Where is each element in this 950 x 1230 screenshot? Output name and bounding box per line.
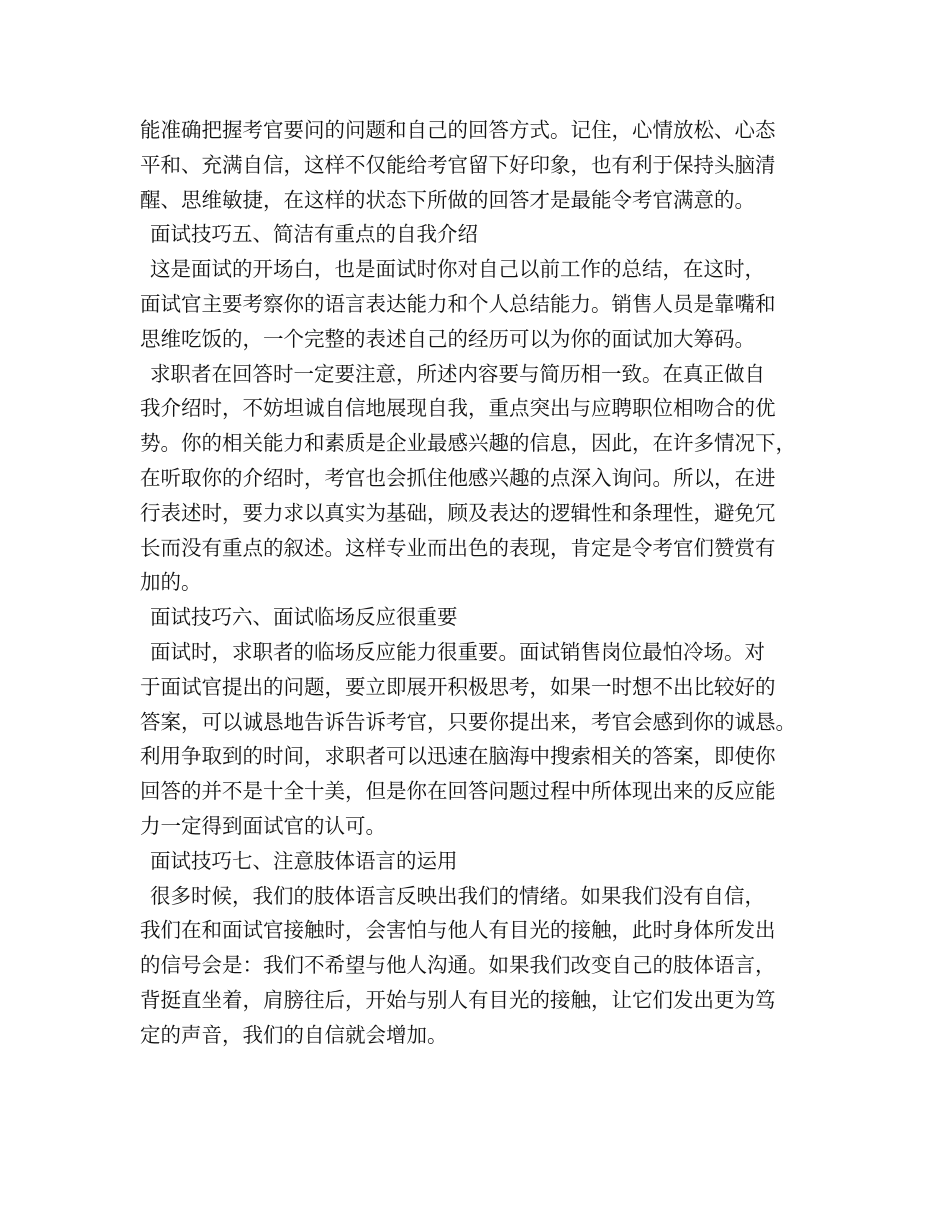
paragraph-line: 面试时，求职者的临场反应能力很重要。面试销售岗位最怕冷场。对 — [150, 639, 765, 664]
paragraph-line: 于面试官提出的问题，要立即展开积极思考，如果一时想不出比较好的 — [140, 674, 776, 699]
paragraph-line: 能准确把握考官要问的问题和自己的回答方式。记住，心情放松、心态 — [140, 118, 776, 142]
paragraph-line: 背挺直坐着，肩膀往后，开始与别人有目光的接触，让它们发出更为笃 — [140, 987, 776, 1012]
paragraph-line: 定的声音，我们的自信就会增加。 — [140, 1022, 448, 1047]
paragraph-line: 力一定得到面试官的认可。 — [140, 813, 386, 838]
paragraph-line: 很多时候，我们的肢体语言反映出我们的情绪。如果我们没有自信， — [150, 883, 765, 908]
paragraph-line: 势。你的相关能力和素质是企业最感兴趣的信息，因此，在许多情况下， — [140, 431, 796, 456]
paragraph-line: 的信号会是：我们不希望与他人沟通。如果我们改变自己的肢体语言， — [140, 953, 776, 978]
paragraph-line: 长而没有重点的叙述。这样专业而出色的表现，肯定是令考官们赞赏有 — [140, 535, 776, 560]
paragraph-line: 利用争取到的时间，求职者可以迅速在脑海中搜索相关的答案，即使你 — [140, 744, 776, 769]
paragraph-line: 平和、充满自信，这样不仅能给考官留下好印象，也有利于保持头脑清 — [140, 152, 776, 177]
paragraph-line: 答案，可以诚恳地告诉告诉考官，只要你提出来，考官会感到你的诚恳。 — [140, 709, 796, 734]
paragraph-line: 面试官主要考察你的语言表达能力和个人总结能力。销售人员是靠嘴和 — [140, 291, 776, 316]
paragraph-line: 我们在和面试官接触时，会害怕与他人有目光的接触，此时身体所发出 — [140, 918, 776, 943]
section-heading: 面试技巧六、面试临场反应很重要 — [150, 605, 458, 630]
paragraph-line: 求职者在回答时一定要注意，所述内容要与简历相一致。在真正做自 — [150, 361, 765, 386]
document-body — [140, 113, 830, 1053]
section-heading: 面试技巧七、注意肢体语言的运用 — [150, 848, 458, 873]
paragraph-line: 思维吃饭的，一个完整的表述自己的经历可以为你的面试加大筹码。 — [140, 326, 755, 351]
paragraph-line: 加的。 — [140, 570, 202, 595]
paragraph-line: 在听取你的介绍时，考官也会抓住他感兴趣的点深入询问。所以，在进 — [140, 465, 776, 490]
paragraph-line: 行表述时，要力求以真实为基础，顾及表达的逻辑性和条理性，避免冗 — [140, 500, 776, 525]
paragraph-line: 醒、思维敏捷，在这样的状态下所做的回答才是最能令考官满意的。 — [140, 187, 755, 212]
paragraph-line: 回答的并不是十全十美，但是你在回答问题过程中所体现出来的反应能 — [140, 779, 776, 804]
section-heading: 面试技巧五、简洁有重点的自我介绍 — [150, 222, 478, 247]
paragraph-line: 这是面试的开场白，也是面试时你对自己以前工作的总结，在这时， — [150, 257, 765, 282]
paragraph-line: 我介绍时，不妨坦诚自信地展现自我，重点突出与应聘职位相吻合的优 — [140, 396, 776, 421]
